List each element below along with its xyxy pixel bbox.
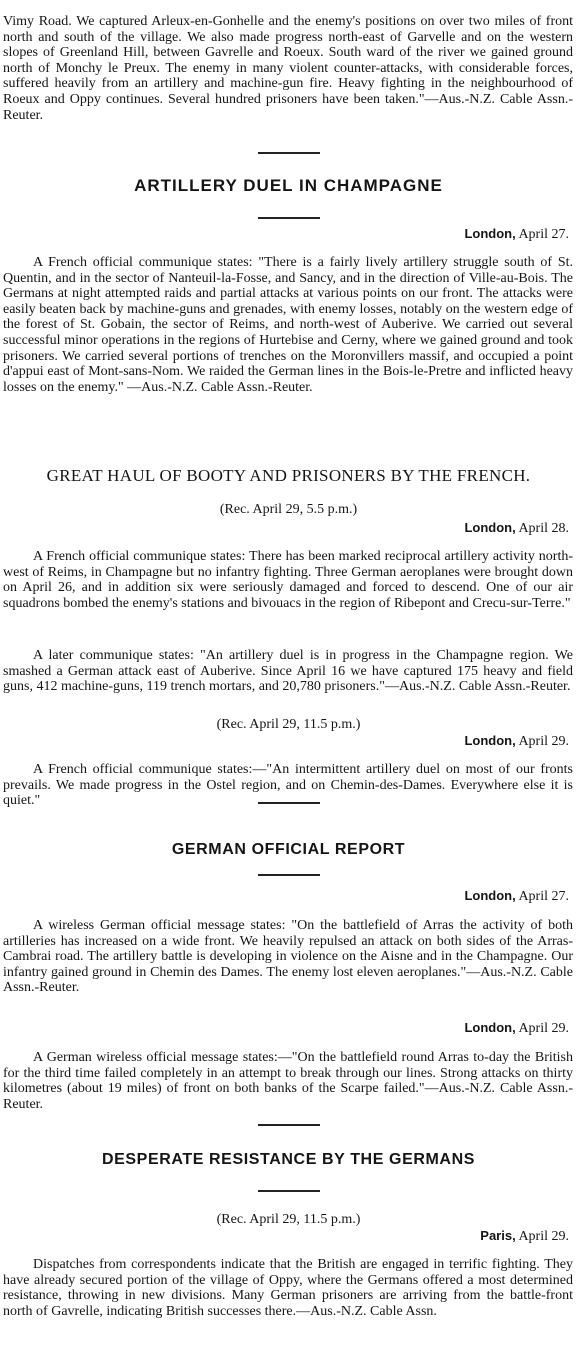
dateline-place: London,	[464, 733, 516, 748]
paragraph-great-haul-3: A French official communique states:—"An intermittent artillery duel on most of our fronts prevails. We made progress in the Ostel region, and on Chemin-des-Dames. Everywhere else it is quiet."	[3, 762, 573, 809]
paragraph-german-2: A German wireless official message states:—"On the battlefield round Arras to-day the British for the third time failed completely in an attempt to break through our lines. Strong attacks on thirty kilometres (about 19 miles) of front on both banks of the Scarpe failed."—Aus.-N.Z. Cable Assn.-Reuter.	[3, 1050, 573, 1112]
paragraph-artillery: A French official communique states: "There is a fairly lively artillery struggle south of St. Quentin, and in the sector of Nanteuil-la-Fosse, and Sancy, and in the direction of Ville-au-Bois. The Germans at night attempted raids and partial attacks at various points on our front. The attacks were easily beaten back by machine-guns and grenades, with enemy losses, notably on the western edge of the forest of St. Gobain, the sector of Reims, and north-west of Auberive. We carried out several successful minor operations in the regions of Hurtebise and Cerny, where we gained ground and took prisoners. We carried several portions of trenches on the Moronvillers massif, and occupied a point d'appui east of Mont-sans-Nom. We raided the German lines in the Bois-le-Pretre and inflicted heavy losses on the enemy." —Aus.-N.Z. Cable Assn.-Reuter.	[3, 255, 573, 395]
section-divider	[258, 874, 320, 876]
section-divider	[258, 217, 320, 219]
dateline-desperate	[480, 1228, 569, 1245]
dateline-german-1	[464, 888, 569, 905]
dateline-artillery	[464, 226, 569, 243]
dateline-date: April 27.	[518, 227, 569, 242]
received-line: (Rec. April 29, 11.5 p.m.)	[216, 717, 361, 732]
heading-great-haul: GREAT HAUL OF BOOTY AND PRISONERS BY THE FRENCH.	[46, 466, 531, 485]
received-line: (Rec. April 29, 5.5 p.m.)	[219, 502, 358, 517]
heading-german-official: GERMAN OFFICIAL REPORT	[171, 841, 406, 858]
received-line: (Rec. April 29, 11.5 p.m.)	[216, 1212, 361, 1227]
section-divider	[258, 1190, 320, 1192]
dateline-place: London,	[464, 888, 516, 903]
paragraph-german-1: A wireless German official message states: "On the battlefield of Arras the activity of both artilleries has increased on a wide front. We heavily repulsed an attack on both sides of the Arras-Cambrai road. The artillery battle is developing in violence on the Aisne and in the Champagne. Our infantry gained ground in Chemin des Dames. The enemy lost eleven aeroplanes."—Aus.-N.Z. Cable Assn.-Reuter.	[3, 918, 573, 996]
paragraph-great-haul-1: A French official communique states: There has been marked reciprocal artillery activity north-west of Reims, in Champagne but no infantry fighting. Three German aeroplanes were brought down on April 26, and in addition six were seriously damaged and forced to descend. One of our air squadrons bombed the enemy's stations and bivouacs in the region of Ribepont and Crecu-sur-Terre."	[3, 549, 573, 611]
dateline-date: April 29.	[518, 1229, 569, 1244]
opening-paragraph: Vimy Road. We captured Arleux-en-Gonhelle and the enemy's positions on over two miles of front north and south of the village. We also made progress north-east of Garvelle and on the western slopes of Greenland Hill, between Gavrelle and Roeux. South ward of the river we gained ground north of Monchy le Preux. The enemy in many violent counter-attacks, with considerable forces, suffered heavily from an artillery and machine-gun fire. Heavy fighting in the neighbourhood of Roeux and Oppy continues. Several hundred prisoners have been taken."—Aus.-N.Z. Cable Assn.-Reuter.	[3, 14, 573, 123]
dateline-place: London,	[464, 226, 516, 241]
dateline-great-haul-1	[464, 520, 569, 537]
paragraph-desperate: Dispatches from correspondents indicate that the British are engaged in terrific fighting. They have already secured portion of the village of Oppy, where the Germans offered a most determined resistance, throwing in new divisions. Many German prisoners are arriving from the battle-front north of Gavrelle, indicating British successes there.—Aus.-N.Z. Cable Assn.	[3, 1257, 573, 1319]
dateline-date: April 29.	[518, 734, 569, 749]
dateline-place: London,	[464, 1020, 516, 1035]
section-divider	[258, 802, 320, 804]
paragraph-great-haul-2: A later communique states: "An artillery duel is in progress in the Champagne region. We smashed a German attack east of Auberive. Since April 16 we have captured 175 heavy and field guns, 412 machine-guns, 119 trench mortars, and 20,780 prisoners."—Aus.-N.Z. Cable Assn.-Reuter.	[3, 648, 573, 695]
dateline-date: April 27.	[518, 889, 569, 904]
dateline-great-haul-2	[464, 733, 569, 750]
section-divider	[258, 1124, 320, 1126]
dateline-date: April 29.	[518, 1021, 569, 1036]
dateline-german-2	[464, 1020, 569, 1037]
heading-desperate-resistance: DESPERATE RESISTANCE BY THE GERMANS	[101, 1151, 476, 1168]
dateline-place: London,	[464, 520, 516, 535]
heading-artillery-duel: ARTILLERY DUEL IN CHAMPAGNE	[134, 176, 443, 195]
section-divider	[258, 152, 320, 154]
dateline-date: April 28.	[518, 521, 569, 536]
dateline-place: Paris,	[480, 1228, 516, 1243]
